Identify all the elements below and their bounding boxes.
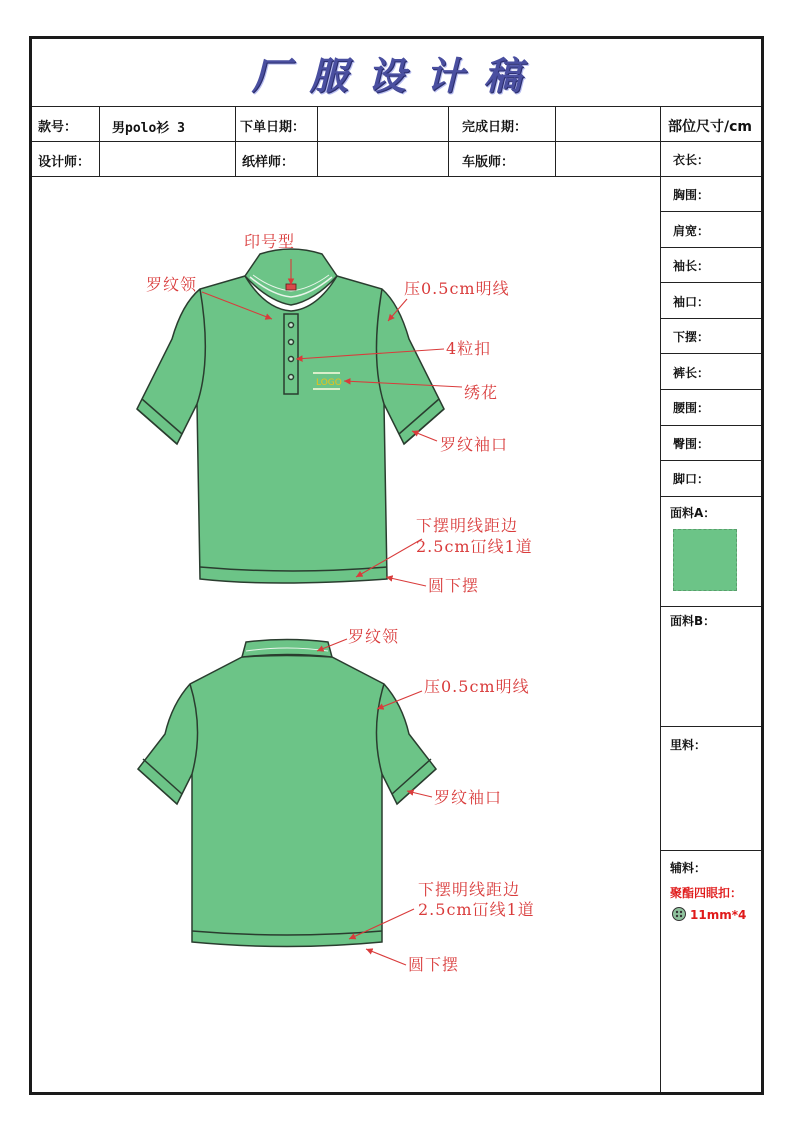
back-round-hem-annotation: 圆下摆 <box>408 955 460 974</box>
measure-label: 腰围： <box>673 401 710 415</box>
divider <box>660 282 761 283</box>
measure-label: 臀围： <box>673 437 710 451</box>
accessories-label: 辅料： <box>670 861 707 875</box>
fabric-a-swatch <box>673 529 737 591</box>
measure-label: 裤长： <box>673 366 710 380</box>
measure-label: 肩宽： <box>673 224 710 238</box>
designer-label: 设计师： <box>38 155 91 170</box>
print-label-annotation: 印号型 <box>244 232 296 251</box>
fabric-b-label: 面料B： <box>670 614 716 628</box>
back-rib-cuff-annotation: 罗纹袖口 <box>434 788 503 807</box>
measure-label: 脚口： <box>673 472 710 486</box>
button-desc: 聚酯四眼扣： <box>670 886 743 900</box>
divider <box>660 726 761 727</box>
divider <box>660 247 761 248</box>
style-no-label: 款号： <box>38 120 78 135</box>
measure-label: 衣长： <box>673 153 710 167</box>
style-no-value[interactable]: 男polo衫 3 <box>112 121 185 136</box>
divider <box>660 496 761 497</box>
pattern-maker-label: 纸样师： <box>242 155 295 170</box>
lining-label: 里料： <box>670 738 707 752</box>
divider <box>660 318 761 319</box>
back-topstitch-annotation: 压0.5cm明线 <box>424 677 530 696</box>
topstitch-annotation: 压0.5cm明线 <box>404 279 510 298</box>
buttons-annotation: 4粒扣 <box>446 339 492 358</box>
finish-date-label: 完成日期： <box>462 120 528 135</box>
logo-text: LOGO <box>316 378 342 388</box>
divider <box>660 850 761 851</box>
back-hem-note-line1: 下摆明线距边 <box>418 880 521 899</box>
divider <box>660 389 761 390</box>
order-date-label: 下单日期： <box>240 120 306 135</box>
measure-label: 下摆： <box>673 330 710 344</box>
embroidery-annotation: 绣花 <box>464 383 499 402</box>
button-spec: 11mm*4 <box>690 908 747 922</box>
front-shirt <box>137 249 444 583</box>
sample-maker-label: 车版师： <box>462 155 515 170</box>
divider <box>660 460 761 461</box>
fabric-a-label: 面料A： <box>670 506 716 520</box>
rib-collar-annotation: 罗纹领 <box>146 275 198 294</box>
measure-header: 部位尺寸/cm <box>668 119 752 135</box>
measure-label: 袖长： <box>673 259 710 273</box>
button-icon <box>672 907 686 921</box>
divider <box>660 425 761 426</box>
divider <box>660 353 761 354</box>
divider <box>660 606 761 607</box>
divider <box>660 211 761 212</box>
back-hem-note-line2: 2.5cm冚线1道 <box>418 900 535 919</box>
back-rib-collar-annotation: 罗纹领 <box>348 627 400 646</box>
back-shirt <box>138 640 436 947</box>
page-title: 厂服设计稿 <box>251 53 542 98</box>
round-hem-annotation: 圆下摆 <box>428 576 480 595</box>
design-sheet <box>29 36 764 1095</box>
measure-label: 袖口： <box>673 295 710 309</box>
hem-note-line2: 2.5cm冚线1道 <box>416 537 533 556</box>
hem-note-line1: 下摆明线距边 <box>416 516 519 535</box>
measure-label: 胸围： <box>673 188 710 202</box>
front-shirt-drawing <box>32 39 661 1092</box>
rib-cuff-annotation: 罗纹袖口 <box>440 435 509 454</box>
